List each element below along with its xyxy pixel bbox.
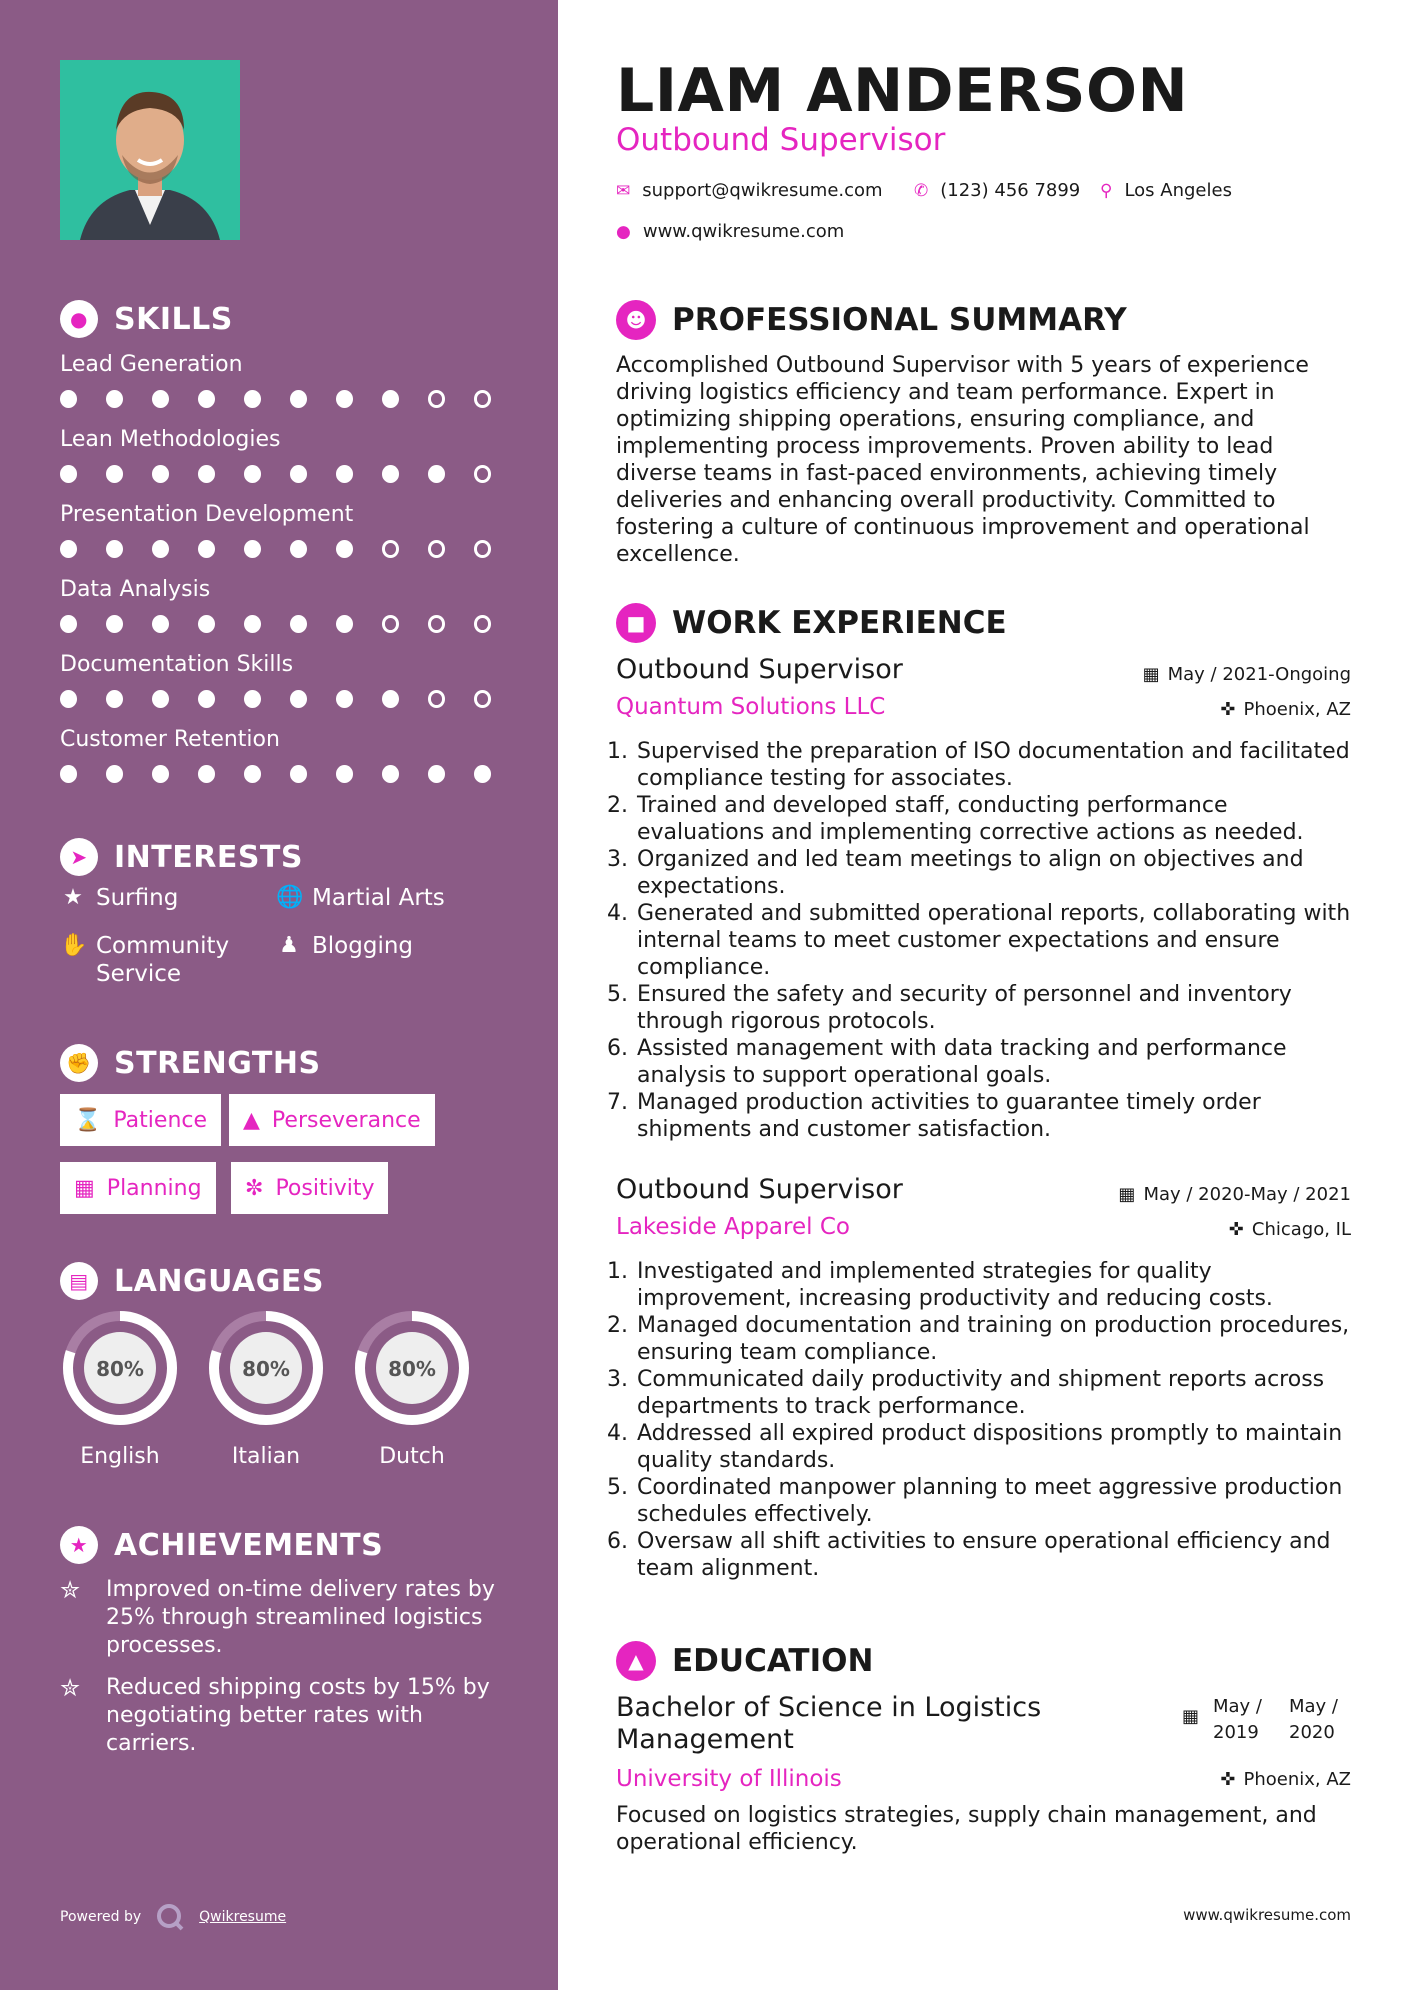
rating-dot-filled [244, 390, 261, 408]
skill-name: Lead Generation [60, 352, 243, 377]
rating-dot-filled [198, 465, 215, 483]
job-location: ✜ Chicago, IL [1228, 1219, 1351, 1240]
skill-rating [60, 615, 520, 633]
candidate-name: LIAM ANDERSON [616, 56, 1189, 126]
language-name: Italian [231, 1444, 301, 1469]
rating-dot-filled [244, 540, 261, 558]
language-item [58, 1306, 182, 1469]
duty-item: 5. Ensured the safety and security of personnel and inventory through rigorous protocols. [635, 981, 1351, 1035]
skill-item [60, 727, 520, 783]
skill-item [60, 577, 520, 633]
rating-dot-filled [198, 690, 215, 708]
rating-dot-empty [474, 390, 492, 408]
powered-by: Powered by Qwikresume [60, 1902, 286, 1932]
job-company: Quantum Solutions LLC [616, 694, 886, 720]
rating-dot-filled [60, 765, 77, 783]
duty-item: 7. Managed production activities to guarantee timely order shipments and customer satisfaction. [635, 1089, 1351, 1143]
rating-dot-empty [474, 540, 492, 558]
rating-dot-filled [60, 690, 77, 708]
strength-badge: ✼ Positivity [231, 1162, 388, 1214]
rating-dot-filled [336, 690, 353, 708]
phone-contact[interactable]: ✆ (123) 456 7899 [914, 180, 1081, 201]
graduate-icon: ▲ [616, 1641, 656, 1681]
duty-item: 1. Supervised the preparation of ISO documentation and facilitated compliance testing for associates. [635, 738, 1351, 792]
language-ring [58, 1306, 182, 1430]
calendar-icon: ▦ [1142, 664, 1160, 685]
skill-name: Lean Methodologies [60, 427, 281, 452]
rating-dot-filled [106, 540, 123, 558]
skill-rating [60, 390, 520, 408]
duty-item: 6. Assisted management with data tracking and performance analysis to support operational goals. [635, 1035, 1351, 1089]
hourglass-icon: ⌛ [74, 1107, 102, 1133]
rating-dot-filled [152, 690, 169, 708]
rating-dot-filled [382, 765, 399, 783]
rating-dot-filled [60, 390, 77, 408]
rating-dot-filled [106, 465, 123, 483]
lightbulb-icon: ● [60, 300, 98, 338]
skill-name: Customer Retention [60, 727, 280, 752]
duty-item: 3. Communicated daily productivity and shipment reports across departments to track performance. [635, 1366, 1351, 1420]
skill-name: Presentation Development [60, 502, 354, 527]
rating-dot-filled [428, 465, 445, 483]
achievements-heading: ★ ACHIEVEMENTS [60, 1526, 383, 1564]
strength-badge: ▦ Planning [60, 1162, 216, 1214]
duty-item: 1. Investigated and implemented strategies for quality improvement, increasing productivity and reducing costs. [635, 1258, 1351, 1312]
rating-dot-filled [60, 540, 77, 558]
trophy-star-icon: ✮ [60, 1674, 81, 1702]
rating-dot-filled [152, 615, 169, 633]
users-icon: ♟ [279, 933, 299, 958]
language-ring [350, 1306, 474, 1430]
languages-heading: ▤ LANGUAGES [60, 1262, 324, 1300]
calendar-icon: ▦ [1181, 1706, 1199, 1727]
location-contact: ⚲ Los Angeles [1100, 180, 1232, 201]
rating-dot-filled [152, 765, 169, 783]
rating-dot-filled [336, 390, 353, 408]
job-duties [616, 1258, 1351, 1582]
job-dates: ▦ May / 2020-May / 2021 [1118, 1184, 1351, 1205]
rating-dot-filled [106, 390, 123, 408]
footer-url[interactable]: www.qwikresume.com [1183, 1906, 1351, 1924]
language-item [350, 1306, 474, 1469]
calendar-icon: ▦ [74, 1175, 95, 1201]
summary-heading: ☻ PROFESSIONAL SUMMARY [616, 300, 1127, 340]
map-pin-icon: ⚲ [1100, 180, 1113, 201]
star-badge-icon: ★ [60, 1526, 98, 1564]
rating-dot-filled [106, 765, 123, 783]
rating-dot-filled [152, 540, 169, 558]
rating-dot-filled [244, 465, 261, 483]
language-ring [204, 1306, 328, 1430]
rating-dot-filled [152, 465, 169, 483]
star-icon: ★ [63, 885, 83, 910]
qwikresume-logo [155, 1902, 185, 1932]
rating-dot-filled [152, 390, 169, 408]
achievement-item: ✮ Reduced shipping costs by 15% by negotiating better rates with carriers. [60, 1674, 490, 1756]
skill-rating [60, 690, 520, 708]
rating-dot-empty [428, 615, 446, 633]
rating-dot-filled [60, 465, 77, 483]
rating-dot-filled [198, 390, 215, 408]
skill-item [60, 427, 520, 483]
globe-icon: 🌐 [276, 885, 304, 910]
mountain-icon: ▲ [243, 1107, 260, 1133]
spinner-icon: ✼ [245, 1175, 264, 1201]
job-role: Outbound Supervisor [616, 1174, 903, 1205]
job-role: Outbound Supervisor [616, 654, 903, 685]
qwikresume-link[interactable]: Qwikresume [199, 1909, 287, 1925]
chair-icon: ■ [616, 603, 656, 643]
language-percent: 80% [388, 1357, 436, 1381]
rating-dot-filled [290, 765, 307, 783]
rating-dot-empty [474, 465, 492, 483]
job-duties [616, 738, 1351, 1143]
job-company: Lakeside Apparel Co [616, 1214, 850, 1240]
rating-dot-filled [336, 765, 353, 783]
skill-rating [60, 765, 520, 783]
strength-badge: ⌛ Patience [60, 1094, 221, 1146]
duty-item: 5. Coordinated manpower planning to meet aggressive production schedules effectively. [635, 1474, 1351, 1528]
skills-heading: ● SKILLS [60, 300, 233, 338]
language-item [204, 1306, 328, 1469]
rating-dot-filled [382, 690, 399, 708]
rating-dot-filled [244, 765, 261, 783]
skill-rating [60, 465, 520, 483]
phone-icon: ✆ [914, 180, 929, 201]
rating-dot-filled [198, 765, 215, 783]
duty-item: 2. Trained and developed staff, conducting performance evaluations and implementing corrective actions as needed. [635, 792, 1351, 846]
strength-badge: ▲ Perseverance [229, 1094, 435, 1146]
language-icon: ▤ [60, 1262, 98, 1300]
hand-icon: ✋ [60, 933, 88, 958]
rating-dot-filled [198, 615, 215, 633]
envelope-icon: ✉ [616, 180, 631, 201]
globe-icon: ● [616, 221, 631, 242]
job-dates: ▦ May / 2021-Ongoing [1142, 664, 1351, 685]
website-contact[interactable]: ● www.qwikresume.com [616, 221, 845, 242]
duty-item: 4. Addressed all expired product dispositions promptly to maintain quality standards. [635, 1420, 1351, 1474]
sidebar [0, 0, 558, 1990]
education-dates: ▦ May / 2019 May / 2020 [1181, 1696, 1338, 1743]
skill-item [60, 352, 520, 408]
summary-text: Accomplished Outbound Supervisor with 5 years of experience driving logistics efficiency and team performance. Expert in optimizing shipping operations, ensuring compliance, and implementing process improvements. Proven ability to lead diverse teams in fast-paced environments, achieving timely deliveries and enhancing overall productivity. Committed to fostering a culture of continuous improvement and operational excellence. [616, 353, 1310, 567]
rating-dot-filled [336, 465, 353, 483]
rating-dot-filled [198, 540, 215, 558]
skill-rating [60, 540, 520, 558]
rating-dot-filled [244, 690, 261, 708]
interest-item: 🌐 Martial Arts [276, 885, 445, 911]
education-location: ✜ Phoenix, AZ [1220, 1769, 1351, 1790]
pin-icon: ✜ [1220, 699, 1236, 720]
duty-item: 2. Managed documentation and training on production procedures, ensuring team compliance. [635, 1312, 1351, 1366]
rating-dot-filled [290, 390, 307, 408]
rating-dot-filled [290, 465, 307, 483]
trophy-star-icon: ✮ [60, 1576, 81, 1604]
paper-plane-icon: ➤ [60, 838, 98, 876]
skill-item [60, 652, 520, 708]
rating-dot-filled [106, 690, 123, 708]
rating-dot-filled [106, 615, 123, 633]
rating-dot-filled [336, 615, 353, 633]
school: University of Illinois [616, 1766, 842, 1792]
rating-dot-filled [382, 390, 399, 408]
user-icon: ☻ [616, 300, 656, 340]
interest-item: ★ Surfing [60, 884, 178, 912]
rating-dot-empty [474, 690, 492, 708]
rating-dot-filled [60, 615, 77, 633]
rating-dot-filled [382, 465, 399, 483]
language-percent: 80% [96, 1357, 144, 1381]
pin-icon: ✜ [1220, 1769, 1236, 1790]
job-location: ✜ Phoenix, AZ [1220, 699, 1351, 720]
achievement-item: ✮ Improved on-time delivery rates by 25% through streamlined logistics processes. [60, 1576, 495, 1658]
rating-dot-filled [244, 615, 261, 633]
language-percent: 80% [242, 1357, 290, 1381]
interests-heading: ➤ INTERESTS [60, 838, 303, 876]
profile-photo [60, 60, 240, 240]
rating-dot-filled [428, 765, 445, 783]
rating-dot-empty [428, 690, 446, 708]
interest-item: ✋ Community Service [60, 933, 230, 987]
duty-item: 3. Organized and led team meetings to align on objectives and expectations. [635, 846, 1351, 900]
rating-dot-empty [474, 615, 492, 633]
skill-name: Documentation Skills [60, 652, 294, 677]
duty-item: 4. Generated and submitted operational reports, collaborating with internal teams to meet customer expectations and ensure compliance. [635, 900, 1351, 981]
skill-name: Data Analysis [60, 577, 211, 602]
calendar-icon: ▦ [1118, 1184, 1136, 1205]
degree: Bachelor of Science in Logistics Management [616, 1692, 1042, 1755]
pin-icon: ✜ [1228, 1219, 1244, 1240]
email-contact[interactable]: ✉ support@qwikresume.com [616, 180, 883, 201]
rating-dot-filled [290, 615, 307, 633]
experience-heading: ■ WORK EXPERIENCE [616, 603, 1007, 643]
rating-dot-empty [382, 540, 400, 558]
rating-dot-filled [336, 540, 353, 558]
rating-dot-filled [290, 690, 307, 708]
rating-dot-empty [428, 540, 446, 558]
rating-dot-empty [382, 615, 400, 633]
rating-dot-filled [290, 540, 307, 558]
rating-dot-filled [474, 765, 491, 783]
fist-icon: ✊ [60, 1044, 98, 1082]
education-heading: ▲ EDUCATION [616, 1641, 873, 1681]
rating-dot-empty [428, 390, 446, 408]
duty-item: 6. Oversaw all shift activities to ensure operational efficiency and team alignment. [635, 1528, 1351, 1582]
education-text: Focused on logistics strategies, supply chain management, and operational efficiency. [616, 1803, 1317, 1855]
language-name: Dutch [379, 1444, 445, 1469]
candidate-title: Outbound Supervisor [616, 122, 946, 158]
interest-item: ♟ Blogging [276, 932, 413, 960]
skill-item [60, 502, 520, 558]
strengths-heading: ✊ STRENGTHS [60, 1044, 321, 1082]
language-name: English [80, 1444, 160, 1469]
